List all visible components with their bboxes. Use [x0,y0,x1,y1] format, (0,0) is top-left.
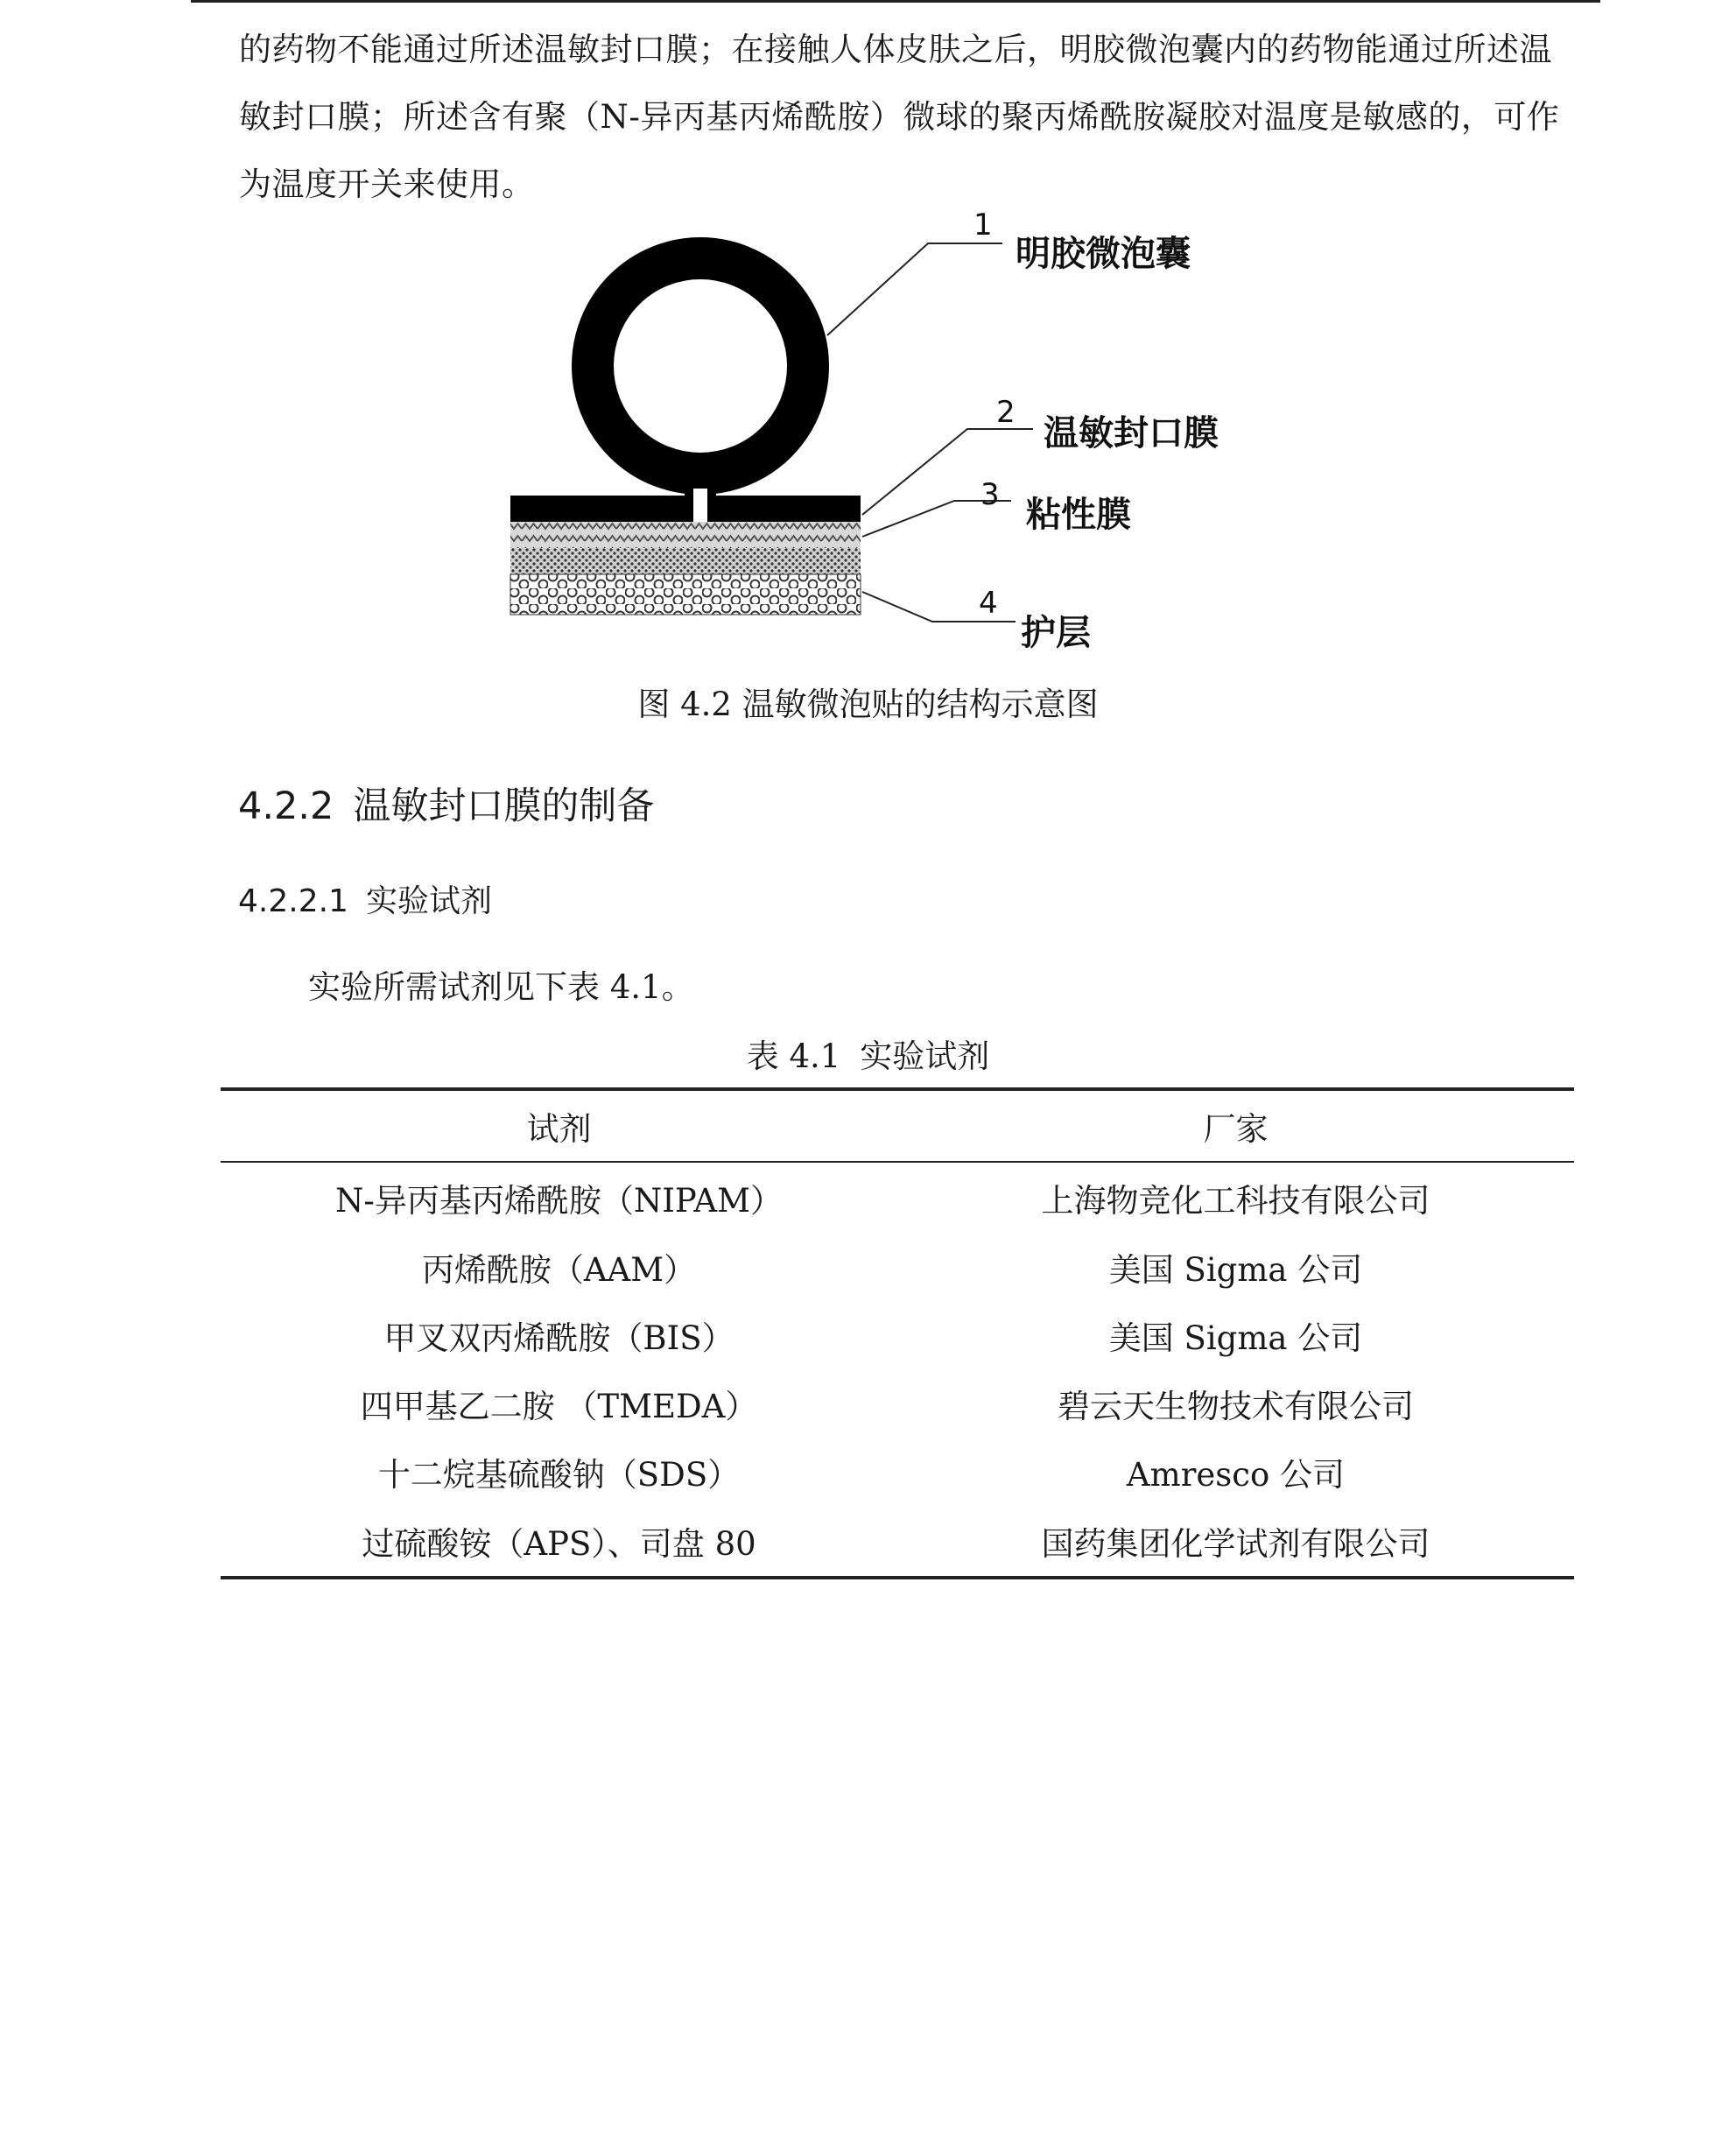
header-reagent: 试剂 [221,1089,897,1162]
table-row [221,1233,1574,1301]
subsection-heading [238,880,492,924]
leader-line-1 [827,243,1002,335]
table-row [221,1506,1574,1578]
protective-layer [510,574,861,615]
structure-figure [490,207,1261,664]
label-3-text: 粘性膜 [1026,495,1131,535]
body-paragraph: 的药物不能通过所述温敏封口膜；在接触人体皮肤之后，明胶微泡囊内的药物能通过所述温敏封口膜；所述含有聚（N-异丙基丙烯酰胺）微球的聚丙烯酰胺凝胶对温度是敏感的，可作为温度开关来使用。 [239,31,1560,203]
figure-caption: 图 4.2 温敏微泡贴的结构示意图 [637,686,1099,723]
section-title: 温敏封口膜的制备 [353,784,655,828]
label-1-text: 明胶微泡囊 [1016,234,1191,274]
reagent-cell: 十二烷基硫酸钠（SDS） [377,1456,741,1494]
manufacturer-cell: Amresco 公司 [1126,1456,1346,1494]
label-4-number: 4 [979,586,998,621]
subsection-number: 4.2.2.1 [238,883,348,919]
leader-line-2 [862,429,1033,515]
adhesive-zigzag-layer [510,522,861,548]
reagent-table [221,1087,1574,1579]
table-caption [0,1035,1736,1079]
table-row [221,1438,1574,1506]
label-3-number: 3 [980,477,1000,512]
figure-diagram [490,207,1261,664]
table-header-row [221,1089,1574,1162]
manufacturer-cell: 美国 Sigma 公司 [1108,1251,1363,1289]
section-number: 4.2.2 [238,784,334,828]
label-2-text: 温敏封口膜 [1044,413,1219,454]
manufacturer-cell: 国药集团化学试剂有限公司 [897,1506,1574,1578]
intro-text: 实验所需试剂见下表 4.1。 [308,968,694,1006]
reagent-cell: 四甲基乙二胺 （TMEDA） [360,1388,758,1425]
sealing-membrane-layer [510,496,861,522]
table-caption-title: 实验试剂 [860,1037,990,1075]
reagent-cell: N-异丙基丙烯酰胺（NIPAM） [335,1182,783,1220]
manufacturer-cell: 美国 Sigma 公司 [1108,1319,1363,1357]
header-manufacturer: 厂家 [897,1089,1574,1162]
top-rule [191,0,1600,3]
table-caption-number: 表 4.1 [746,1037,841,1075]
table-row [221,1162,1574,1233]
label-4-text: 护层 [1021,613,1091,653]
subsection-title: 实验试剂 [365,883,492,919]
section-heading [238,782,654,831]
table-row [221,1301,1574,1369]
reagent-cell: 过硫酸铵（APS）、司盘 80 [221,1506,897,1578]
reagent-cell: 甲叉双丙烯酰胺（BIS） [383,1319,734,1357]
adhesive-dotted-layer [510,548,861,574]
table-row [221,1369,1574,1438]
manufacturer-cell: 碧云天生物技术有限公司 [1058,1388,1414,1425]
label-2-number: 2 [996,395,1016,430]
manufacturer-cell: 上海物竞化工科技有限公司 [1041,1182,1430,1220]
label-1-number: 1 [973,207,993,243]
capsule-opening [693,489,707,522]
reagent-cell: 丙烯酰胺（AAM） [421,1251,697,1289]
gelatin-capsule [593,258,808,518]
